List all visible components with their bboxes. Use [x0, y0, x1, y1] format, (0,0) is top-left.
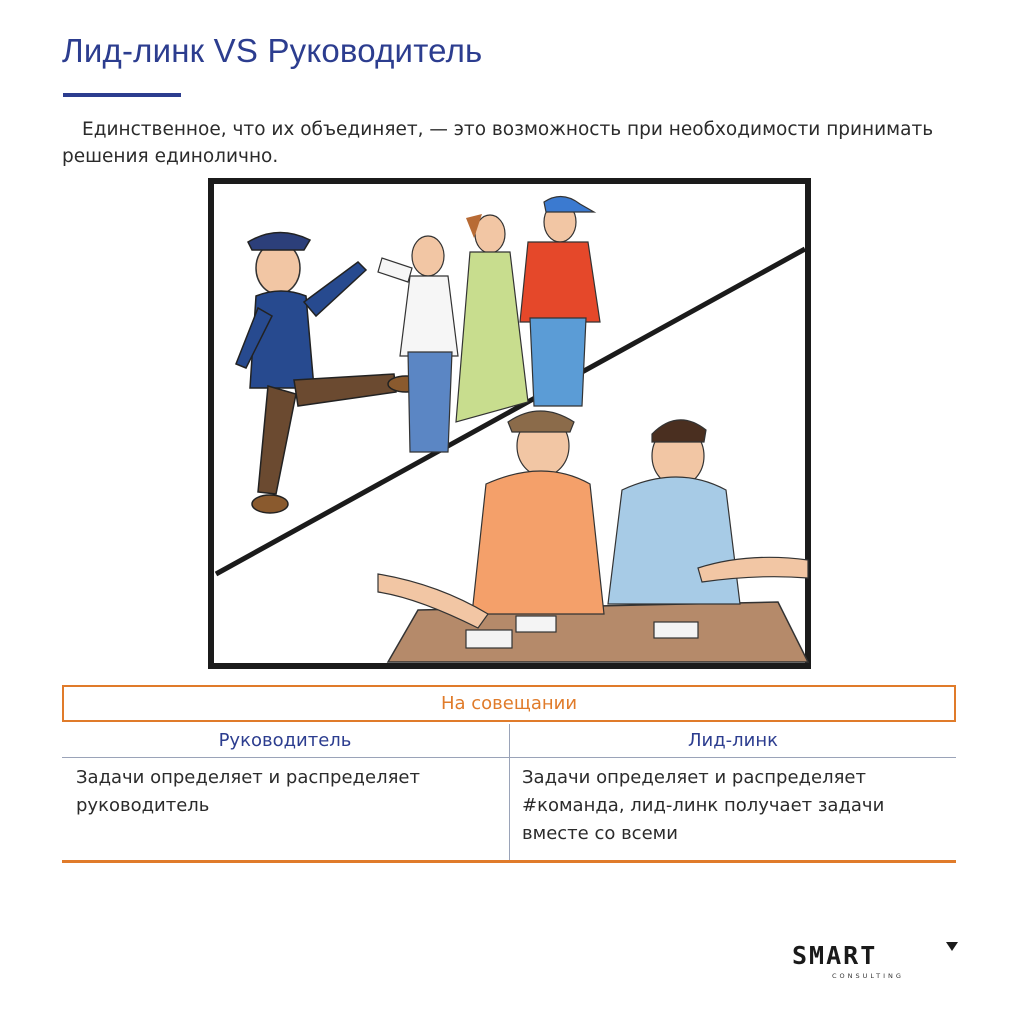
- table-bottom-rule: [62, 860, 956, 863]
- intro-paragraph: Единственное, что их объединяет, — это возможность при необходимости принимать решения единолично.: [62, 119, 934, 167]
- table-caption: На совещании: [62, 685, 956, 722]
- page-title: Лид-линк VS Руководитель: [62, 32, 483, 69]
- logo-subtitle: CONSULTING: [832, 972, 904, 980]
- cell-lead-link-tasks: Задачи определяет и распределяет #команда, лид-линк получает задачи вместе со всеми: [522, 767, 885, 844]
- smart-consulting-logo: [792, 942, 960, 986]
- column-header-lead-link: Лид-линк: [687, 730, 779, 751]
- cell-manager-tasks: Задачи определяет и распределяет руководитель: [76, 767, 420, 816]
- logo-wordmark: SMART: [792, 941, 878, 970]
- table-column-divider: [509, 724, 510, 861]
- logo-triangle-icon: [946, 942, 958, 951]
- leader-vs-team-illustration: [208, 178, 811, 669]
- title-underline: [63, 93, 181, 97]
- column-header-manager: Руководитель: [218, 730, 352, 751]
